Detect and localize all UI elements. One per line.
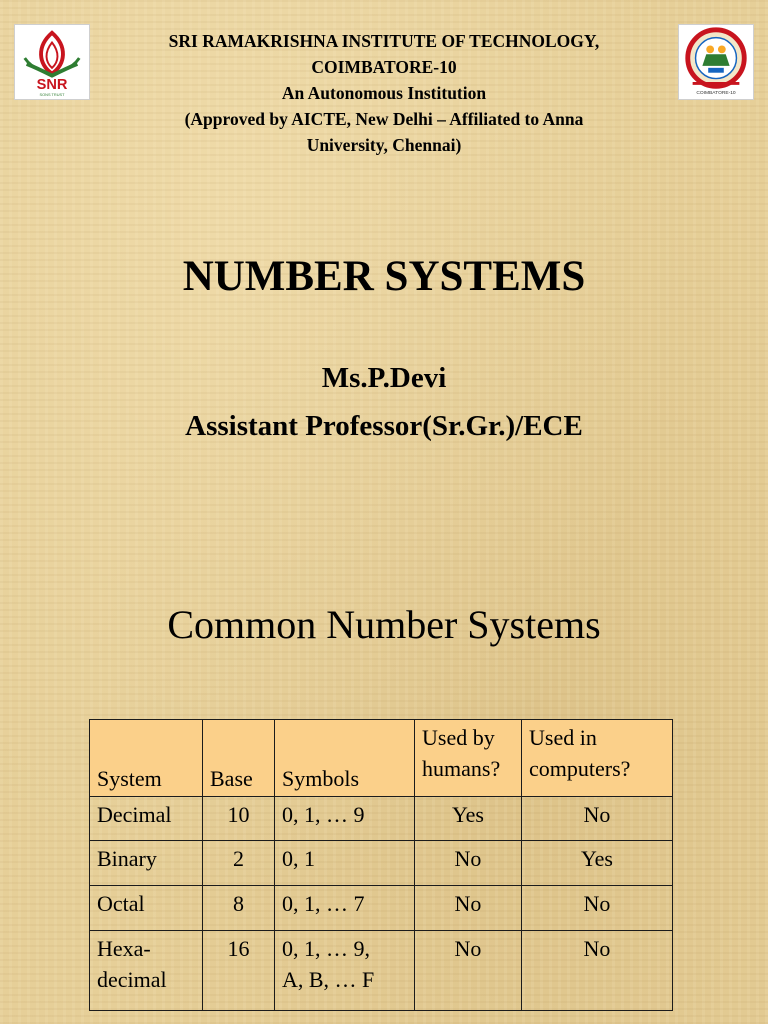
snr-logo-icon [15,25,89,99]
cell-base: 10 [203,797,275,841]
cell-used-by-humans: No [415,886,522,931]
cell-symbols-line1: 0, 1, … 9, [282,936,370,961]
cell-used-in-computers: No [522,886,673,931]
cell-symbols: 0, 1, … 9 [275,797,415,841]
cell-base: 16 [203,931,275,1011]
cell-system-line2: decimal [97,967,167,992]
header-used-by-humans [415,720,522,797]
institution-approval: (Approved by AICTE, New Delhi – Affiliated to Anna [184,109,584,129]
cell-used-by-humans: Yes [415,797,522,841]
cell-used-in-computers: Yes [522,841,673,886]
srit-emblem-icon [679,25,753,99]
cell-system [90,931,203,1011]
cell-system: Octal [90,886,203,931]
cell-base: 2 [203,841,275,886]
cell-used-in-computers: No [522,797,673,841]
cell-used-by-humans: No [415,841,522,886]
content-slide [0,512,768,1024]
cell-system-line1: Hexa- [97,936,151,961]
institution-affiliation: University, Chennai) [306,135,462,155]
snr-logo [14,24,90,100]
header-symbols: Symbols [275,720,415,797]
table-row [90,841,673,886]
srit-emblem-caption: COIMBATORE-10 [696,91,736,97]
cell-symbols: 0, 1, … 7 [275,886,415,931]
cell-system: Binary [90,841,203,886]
presenter-name: Ms.P.Devi [321,362,447,394]
table-row [90,886,673,931]
presentation-title: NUMBER SYSTEMS [182,253,586,300]
institution-city: COIMBATORE-10 [311,57,457,77]
header-humans-line2: humans? [422,756,501,781]
header-computers-line1: Used in [529,725,597,750]
number-systems-table [89,719,673,1011]
snr-logo-text: SNR [36,77,68,94]
cell-symbols-line2: A, B, … F [282,967,375,992]
header-humans-line1: Used by [422,725,495,750]
cell-used-in-computers: No [522,931,673,1011]
snr-logo-subtext: SONS TRUST [39,92,65,98]
institution-name: SRI RAMAKRISHNA INSTITUTE OF TECHNOLOGY, [168,31,600,51]
header-used-in-computers [522,720,673,797]
table-header-row [90,720,673,797]
cell-base: 8 [203,886,275,931]
institution-status: An Autonomous Institution [281,83,487,103]
table-row [90,931,673,1011]
institution-header [100,28,668,158]
slide-heading: Common Number Systems [167,602,601,647]
header-system: System [90,720,203,797]
cell-system: Decimal [90,797,203,841]
presenter-role: Assistant Professor(Sr.Gr.)/ECE [185,410,583,442]
header-computers-line2: computers? [529,756,631,781]
table-row [90,797,673,841]
srit-emblem [678,24,754,100]
cell-symbols: 0, 1 [275,841,415,886]
cell-symbols [275,931,415,1011]
cell-used-by-humans: No [415,931,522,1011]
header-base: Base [203,720,275,797]
